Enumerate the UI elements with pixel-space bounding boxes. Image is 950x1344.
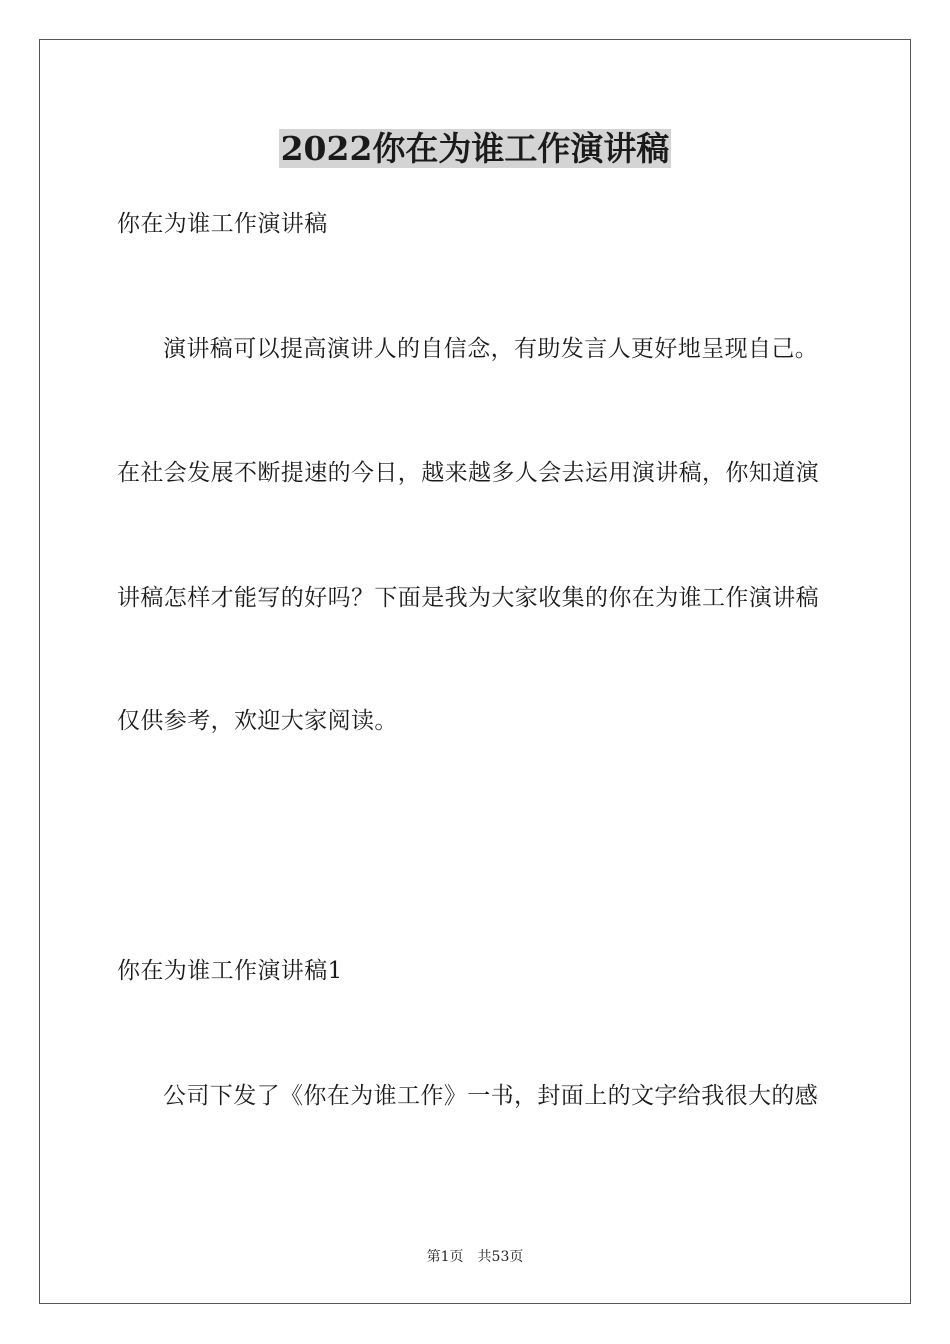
page-number: 第1页 bbox=[426, 1249, 464, 1265]
document-title bbox=[0, 126, 950, 172]
paragraph-line: 讲稿怎样才能写的好吗？下面是我为大家收集的你在为谁工作演讲稿 bbox=[117, 585, 819, 611]
document-subtitle: 你在为谁工作演讲稿 bbox=[117, 211, 328, 237]
page-total: 共53页 bbox=[477, 1249, 524, 1265]
page-footer bbox=[0, 1247, 950, 1267]
paragraph-line: 演讲稿可以提高演讲人的自信念，有助发言人更好地呈现自己。 bbox=[163, 336, 819, 362]
section-heading: 你在为谁工作演讲稿1 bbox=[117, 958, 343, 984]
paragraph-line: 在社会发展不断提速的今日，越来越多人会去运用演讲稿，你知道演 bbox=[117, 460, 819, 486]
paragraph-line: 仅供参考，欢迎大家阅读。 bbox=[117, 708, 398, 734]
document-title-text: 2022你在为谁工作演讲稿 bbox=[280, 129, 670, 168]
paragraph-line: 公司下发了《你在为谁工作》一书，封面上的文字给我很大的感 bbox=[163, 1083, 819, 1109]
